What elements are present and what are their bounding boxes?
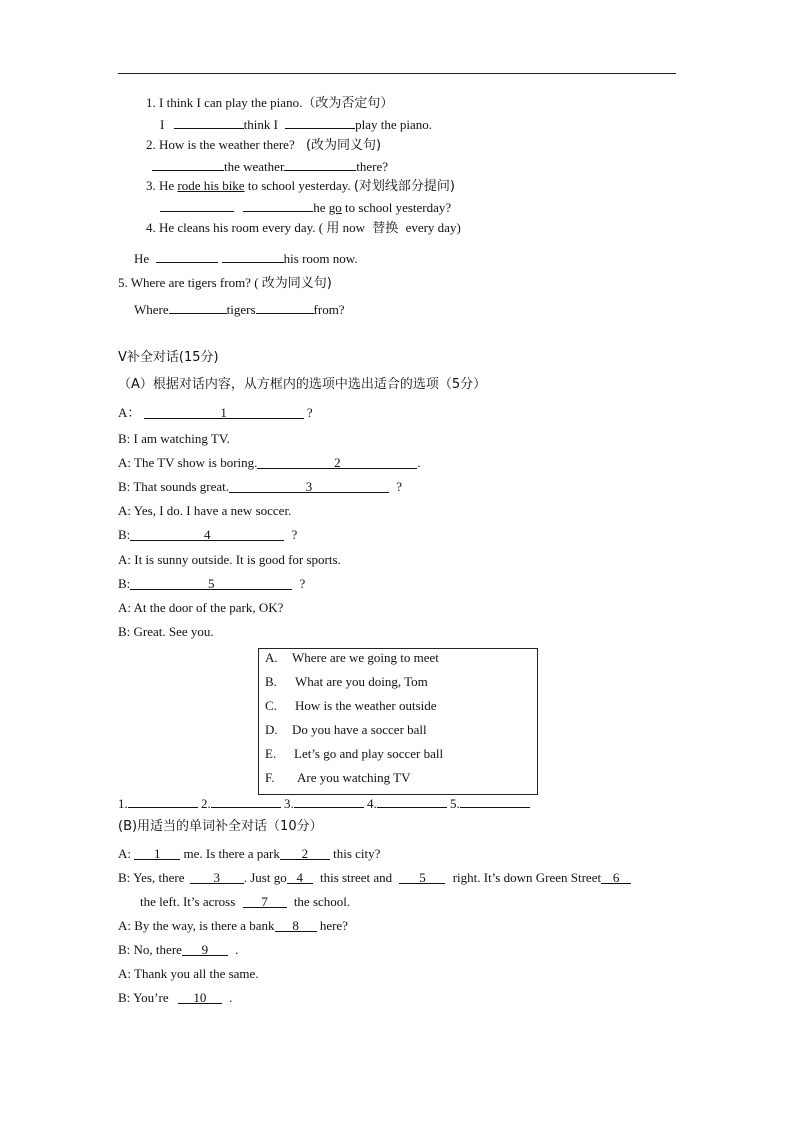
dialogue-text: Great. See you. [133, 624, 214, 639]
dialogue-text: The TV show is boring. [134, 455, 258, 470]
dialogue-text: Yes, I do. I have a new soccer. [133, 503, 292, 518]
answer-number: 1. [118, 796, 128, 811]
instruction: (对划线部分提问) [353, 179, 456, 194]
dialogue-blank[interactable]: 2 [257, 455, 417, 469]
question-number: 1. [146, 95, 156, 110]
sectionB-line-1 [118, 845, 380, 863]
question-number: 2. [146, 137, 156, 152]
option-b[interactable] [265, 673, 428, 691]
answer-blank[interactable] [285, 115, 355, 129]
dialogue-line-8 [118, 575, 305, 593]
word-blank[interactable]: 3 [190, 870, 244, 884]
option-c[interactable] [265, 697, 437, 715]
question-sentence: 5. Where are tigers from? ( [118, 275, 259, 290]
instruction: (改为同义句) [305, 138, 382, 153]
question-text: He [159, 178, 175, 193]
dialogue-text: . Just go [243, 870, 287, 885]
dialogue-blank[interactable]: 5 [130, 576, 292, 590]
answer-number: 4. [367, 796, 377, 811]
instruction: every day) [405, 220, 461, 235]
word-blank[interactable]: 6 [601, 870, 631, 884]
word-blank[interactable]: 2 [280, 846, 330, 860]
speaker-label: B: [118, 479, 131, 494]
answer-blank[interactable] [169, 300, 227, 314]
answer-blank[interactable] [243, 198, 313, 212]
answer-blank[interactable] [211, 794, 281, 808]
speaker-label: B: [118, 527, 131, 542]
word-blank[interactable]: 8 [275, 918, 317, 932]
instruction: now [342, 220, 366, 235]
instruction: （改为否定句） [302, 96, 394, 111]
sectionB-line-5 [118, 941, 238, 959]
speaker-label: B: [118, 576, 131, 591]
answer-text: I [160, 117, 165, 132]
speaker-label: B: [118, 870, 131, 885]
sectionB-line-2 [118, 869, 631, 887]
speaker-label: A: [118, 846, 131, 861]
sectionB-line-3 [140, 893, 350, 911]
option-e[interactable] [265, 745, 443, 763]
dialogue-text: At the door of the park, OK? [133, 600, 284, 615]
answer-text: think I [243, 117, 278, 132]
q4-answer-line [134, 249, 358, 268]
part5-heading: Ⅴ补全对话(15分) [118, 350, 219, 365]
speaker-label: B: [118, 990, 131, 1005]
dialogue-text: the school. [293, 894, 351, 909]
q3-line [146, 177, 455, 196]
answer-blank[interactable] [160, 198, 234, 212]
sectionB-heading: (B)用适当的单词补全对话（10分） [118, 819, 323, 834]
option-text: How is the weather outside [295, 698, 437, 713]
dialogue-blank[interactable]: 1 [144, 405, 304, 419]
question-sentence: I think I can play the piano. [159, 95, 303, 110]
q1-answer-line [160, 115, 432, 134]
q3-answer-line [160, 198, 451, 217]
option-text: Where are we going to meet [292, 650, 439, 665]
dialogue-text: That sounds great. [133, 479, 229, 494]
word-blank[interactable]: 5 [399, 870, 445, 884]
option-a[interactable] [265, 649, 439, 667]
dialogue-blank[interactable]: 3 [229, 479, 389, 493]
dialogue-text: here? [319, 918, 348, 933]
speaker-label: A: [118, 503, 131, 518]
speaker-label: A: [118, 552, 131, 567]
answer-blank[interactable] [156, 249, 218, 263]
dialogue-text: this street and [319, 870, 393, 885]
answer-blank[interactable] [377, 794, 447, 808]
word-blank[interactable]: 4 [287, 870, 313, 884]
speaker-label: A: [118, 455, 131, 470]
dialogue-line-4 [118, 478, 402, 496]
dialogue-text: I am watching TV. [133, 431, 230, 446]
dialogue-text: No, there [133, 942, 182, 957]
answer-blank[interactable] [128, 794, 198, 808]
dialogue-line-3 [118, 454, 421, 472]
answer-text: from? [313, 302, 345, 317]
dialogue-line-1 [118, 404, 313, 422]
answer-text: play the piano. [355, 117, 433, 132]
sectionB-line-6 [118, 965, 259, 983]
header-rule [118, 73, 676, 74]
option-text: Do you have a soccer ball [292, 722, 427, 737]
speaker-label: B: [118, 624, 131, 639]
dialogue-line-5 [118, 502, 291, 520]
option-text: Let’s go and play soccer ball [294, 746, 444, 761]
dialogue-text: the left. It’s across [140, 894, 236, 909]
dialogue-text: . [235, 942, 239, 957]
answer-blank[interactable] [284, 157, 356, 171]
answer-blank[interactable] [152, 157, 224, 171]
speaker-label: A: [118, 600, 131, 615]
speaker-label: A: [118, 918, 131, 933]
option-key: A. [265, 650, 278, 665]
answer-blank[interactable] [256, 300, 314, 314]
question-number: 3. [146, 178, 156, 193]
punctuation: . [417, 455, 421, 470]
dialogue-text: It is sunny outside. It is good for sports. [134, 552, 341, 567]
dialogue-text: . [229, 990, 233, 1005]
q2-line [146, 136, 381, 155]
option-key: D. [265, 722, 278, 737]
dialogue-text: this city? [333, 846, 381, 861]
option-text: What are you doing, Tom [295, 674, 428, 689]
instruction: 用 [326, 221, 340, 236]
option-text: Are you watching TV [297, 770, 411, 785]
q1-line [146, 94, 393, 113]
answer-text: He [134, 251, 150, 266]
answer-blank[interactable] [222, 249, 284, 263]
instruction: 改为同义句) [261, 276, 332, 291]
answer-text: he [313, 200, 326, 215]
dialogue-line-10 [118, 623, 214, 641]
answer-text: the weather [224, 159, 285, 174]
dialogue-line-7 [118, 551, 341, 569]
punctuation: ? [396, 479, 403, 494]
speaker-label: B: [118, 431, 131, 446]
answer-number: 3. [284, 796, 294, 811]
dialogue-text: right. It’s down Green Street [452, 870, 602, 885]
word-blank[interactable]: 9 [182, 942, 228, 956]
options-box [258, 648, 538, 795]
instruction: ( [318, 220, 324, 235]
answer-number: 5. [450, 796, 460, 811]
question-sentence: How is the weather there? [159, 137, 295, 152]
dialogue-text: By the way, is there a bank [134, 918, 275, 933]
answer-text: Where [134, 302, 169, 317]
punctuation: ? [291, 527, 298, 542]
speaker-label: B: [118, 942, 131, 957]
sectionA-heading: （A）根据对话内容，从方框内的选项中选出适合的选项（5分） [118, 377, 487, 392]
instruction: 替换 [372, 221, 399, 236]
dialogue-line-9 [118, 599, 283, 617]
speaker-label: A: [118, 966, 131, 981]
option-d[interactable] [265, 721, 427, 739]
dialogue-text: Thank you all the same. [134, 966, 259, 981]
word-blank[interactable]: 7 [243, 894, 287, 908]
sectionB-line-7 [118, 989, 232, 1007]
answer-row [118, 794, 530, 813]
option-f[interactable] [265, 769, 410, 787]
underlined-phrase: rode his bike [177, 178, 245, 193]
option-key: E. [265, 746, 277, 761]
question-number: 4. [146, 220, 156, 235]
answer-blank[interactable] [294, 794, 364, 808]
answer-text: tigers [226, 302, 256, 317]
word-blank[interactable]: 1 [134, 846, 180, 860]
punctuation: ? [299, 576, 306, 591]
q5-line [118, 274, 332, 293]
speaker-label: A： [118, 405, 141, 420]
answer-text: his room now. [283, 251, 358, 266]
word-blank[interactable]: 10 [178, 990, 222, 1004]
option-key: B. [265, 674, 277, 689]
dialogue-text: me. Is there a park [183, 846, 280, 861]
dialogue-text: Yes, there [133, 870, 185, 885]
question-sentence: He cleans his room every day. [159, 220, 316, 235]
option-key: C. [265, 698, 277, 713]
q2-answer-line [152, 157, 388, 176]
answer-blank[interactable] [460, 794, 530, 808]
dialogue-blank[interactable]: 4 [130, 527, 284, 541]
question-text: to school yesterday. [247, 178, 351, 193]
dialogue-line-2 [118, 430, 230, 448]
answer-number: 2. [201, 796, 211, 811]
dialogue-text: You’re [133, 990, 169, 1005]
q4-line [146, 219, 461, 238]
answer-text: there? [356, 159, 389, 174]
answer-blank[interactable] [174, 115, 244, 129]
underlined-word: go [328, 200, 342, 215]
punctuation: ? [306, 405, 313, 420]
option-key: F. [265, 770, 275, 785]
q5-answer-line [134, 300, 345, 319]
sectionB-line-4 [118, 917, 348, 935]
answer-text: to school yesterday? [345, 200, 452, 215]
dialogue-line-6 [118, 526, 297, 544]
